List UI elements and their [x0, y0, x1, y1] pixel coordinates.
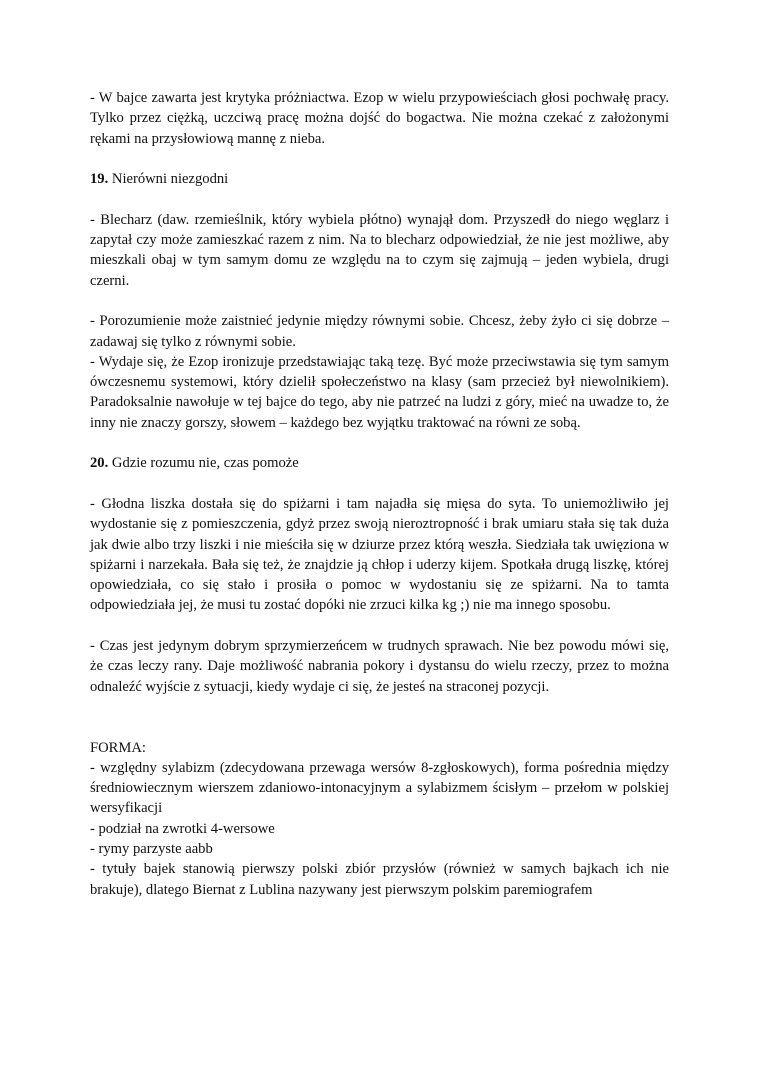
section-19-number: 19.: [90, 171, 109, 188]
spacer: [90, 616, 669, 636]
document-page: [90, 88, 669, 900]
forma-item: - tytuły bajek stanowią pierwszy polski zbiór przysłów (również w samych bajkach ich nie brakuje), dlatego Biernat z Lublina nazywany jest pierwszym polskim paremiografem: [90, 861, 669, 898]
spacer: [90, 291, 669, 311]
spacer: [90, 149, 669, 169]
section-20-number: 20.: [90, 455, 109, 472]
spacer: [90, 433, 669, 453]
section-19-paragraph-1: - Blecharz (daw. rzemieślnik, który wybiela płótno) wynajął dom. Przyszedł do niego węglarz i zapytał czy może zamieszkać razem z nim. Na to blecharz odpowiedział, że nie jest możliwe, aby mieszkali obaj w tym samym domu ze względu na to czym się zajmują – jeden wybiela, drugi czerni.: [90, 211, 669, 289]
spacer: [90, 189, 669, 209]
forma-item: - podział na zwrotki 4-wersowe: [90, 820, 275, 837]
spacer: [90, 697, 669, 738]
section-19-heading: [90, 169, 669, 189]
section-20-paragraph-2: - Czas jest jedynym dobrym sprzymierzeńcem w trudnych sprawach. Nie bez powodu mówi się, że czas leczy rany. Daje możliwość nabrania pokory i dystansu do wielu rzeczy, przez to można odnaleźć wyjście z sytuacji, kiedy wydaje ci się, że jesteś na straconej pozycji.: [90, 638, 669, 695]
section-19-paragraph-3: - Wydaje się, że Ezop ironizuje przedstawiając taką tezę. Być może przeciwstawia się tym samym ówczesnemu systemowi, który dzielił społeczeństwo na klasy (sam przecież był niewolnikiem). Paradoksalnie nawołuje w tej bajce do tego, aby nie patrzeć na ludzi z góry, mieć na uwadze to, że inny nie znaczy gorszy, słowem – każdego bez wyjątku traktować na równi ze sobą.: [90, 353, 669, 431]
section-20-paragraph-1: - Głodna liszka dostała się do spiżarni i tam najadła się mięsa do syta. To uniemożliwiło jej wydostanie się z pomieszczenia, gdyż przez swoją nieroztropność i brak umiaru stała się tak duża jak dwie albo trzy liszki i nie mieściła się w dziurze przez którą weszła. Siedziała tak uwięziona w spiżarni i narzekała. Bała się też, że znajdzie ją chłop i uderzy kijem. Spotkała drugą liszkę, której opowiedziała, co się stało i prosiła o pomoc w wydostaniu się ze spiżarni. Na to tamta odpowiedziała jej, że musi tu zostać dopóki nie zrzuci kilka kg ;) nie ma innego sposobu.: [90, 495, 669, 614]
forma-item: - względny sylabizm (zdecydowana przewaga wersów 8-zgłoskowych), forma pośrednia między średniowiecznym wierszem zdaniowo-intonacyjnym a sylabizmem ścisłym – przełom w polskiej wersyfikacji: [90, 759, 669, 817]
intro-paragraph: - W bajce zawarta jest krytyka próżniactwa. Ezop w wielu przypowieściach głosi pochwałę pracy. Tylko przez ciężką, uczciwą pracę można dojść do bogactwa. Nie można czekać z założonymi rękami na przysłowiową mannę z nieba.: [90, 90, 669, 147]
section-20-title: Gdzie rozumu nie, czas pomoże: [108, 455, 299, 472]
section-20-heading: [90, 453, 669, 473]
forma-item: - rymy parzyste aabb: [90, 840, 213, 857]
section-19-title: Nierówni niezgodni: [108, 171, 229, 188]
spacer: [90, 474, 669, 494]
forma-heading: FORMA:: [90, 739, 146, 756]
section-19-paragraph-2: - Porozumienie może zaistnieć jedynie między równymi sobie. Chcesz, żeby żyło ci się dobrze – zadawaj się tylko z równymi sobie.: [90, 313, 669, 350]
